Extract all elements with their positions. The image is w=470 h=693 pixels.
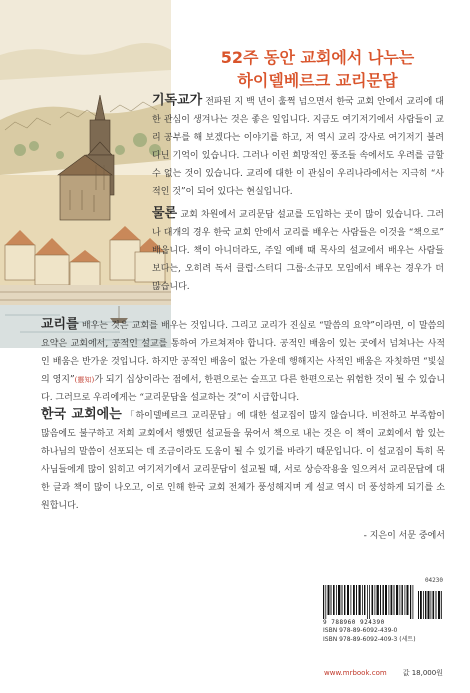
- barcode-block: [323, 577, 443, 644]
- paragraph-3-text-b: 가 되기 십상이라는 점에서, 한편으로는 슬프고 다른 한편으로는 위험한 것이 될 수 있습니다. 그러므로 우리에게는 “교리문답을 설교하는 것”이 시급합니다.: [41, 375, 446, 403]
- city-engraving-illustration: [0, 0, 171, 348]
- paragraph-1-text: 전파된 지 백 년이 훌쩍 넘으면서 한국 교회 안에서 교리에 대한 관심이 생겨나는 것은 좋은 일입니다. 지금도 여기저기에서 사람들이 교리 공부를 해 보겠다는 이야기를 하고, 저 역시 교리 강사로 여기저기 불려 다닌 기억이 있습니다. 그러나 이런 희망적인 풍조들 속에서도 우려를 금할 수 없는 것이 있습니다. 교리에 대한 이 관심이 우리나라에서는 지극히 “사적인 것”이 되어 있다는 현실입니다.: [152, 97, 444, 197]
- isbn-line-1: ISBN 978-89-6092-439-0: [323, 627, 398, 634]
- paragraph-1-lead: 기독교가: [152, 93, 203, 108]
- title-line-2: 하이델베르크 교리문답: [237, 71, 398, 90]
- paragraph-3-text-a: 배우는 것은 교회를 배우는 것입니다. 그리고 교리가 진실로 “말씀의 요약”이라면, 이 말씀의 요약은 교회에서, 공적인 설교를 통하여 가르쳐져야 합니다. 공적인 배움이 있는 곳에서 넘쳐나는 사적인 배움은 반가운 것입니다. 하지만 공적인 배움이 없는 가운데 행해지는 사적인 배움은 자칫하면 “빛실의 영지”: [41, 321, 445, 385]
- isbn-line-2: ISBN 978-89-6092-409-3 (세트): [323, 636, 416, 643]
- title-line-1: 52주 동안 교회에서 나누는: [220, 48, 415, 67]
- paragraph-4: [41, 406, 445, 515]
- publisher-footer: [324, 668, 449, 678]
- preface-signature: - 지은이 서문 중에서: [363, 531, 445, 541]
- paragraph-4-lead: 한국 교회에는: [41, 407, 122, 422]
- book-title: [170, 46, 465, 92]
- gnosis-annotation: (靈知): [74, 376, 95, 384]
- paragraph-4-text: 「하이델베르크 교리문답」에 대한 설교집이 많지 않습니다. 비전하고 부족함이 많음에도 불구하고 저희 교회에서 행했던 설교들을 묶어서 책으로 내는 것은 이 책이 교회에서 함 있는 하나님의 말씀이 선포되는 데 조금이라도 도움이 될 수 있기를 바라기 때문입니다. 이 설교집이 특히 목사님들에게 많이 읽히고 여기저기에서 교리문답이 설교될 때, 서로 상승작용을 일으켜서 교리문답에 대한 글과 책이 많이 나오고, 이로 인해 한국 교회 전체가 풍성해지며 게 설교 역시 더 풍성하게 되기를 소원합니다.: [41, 411, 445, 511]
- paragraph-2-text: 교회 차원에서 교리문답 설교를 도입하는 곳이 많이 있습니다. 그러나 대개의 경우 한국 교회 안에서 교리를 배우는 사람들은 이것을 “책으로” 배웁니다. 책이 아니더라도, 주일 예배 때 목사의 설교에서 배우는 사람들보다는, 오히려 독서 클럽·스터디 그룹·소규모 모임에서 배우는 경우가 더 많습니다.: [152, 210, 444, 292]
- paragraph-2-lead: 물론: [152, 206, 178, 221]
- paragraph-3-lead: 교리를: [41, 317, 79, 332]
- book-price: 값 18,000원: [402, 669, 443, 677]
- publisher-website-link[interactable]: www.mrbook.com: [324, 669, 387, 677]
- paragraph-2: [152, 205, 444, 296]
- isbn-barcode: [323, 585, 443, 619]
- paragraph-1: [152, 92, 444, 201]
- barcode-digits: 9 788960 924390: [323, 619, 385, 626]
- paragraph-3: [41, 316, 445, 407]
- barcode-addon-code: 04230: [424, 577, 443, 584]
